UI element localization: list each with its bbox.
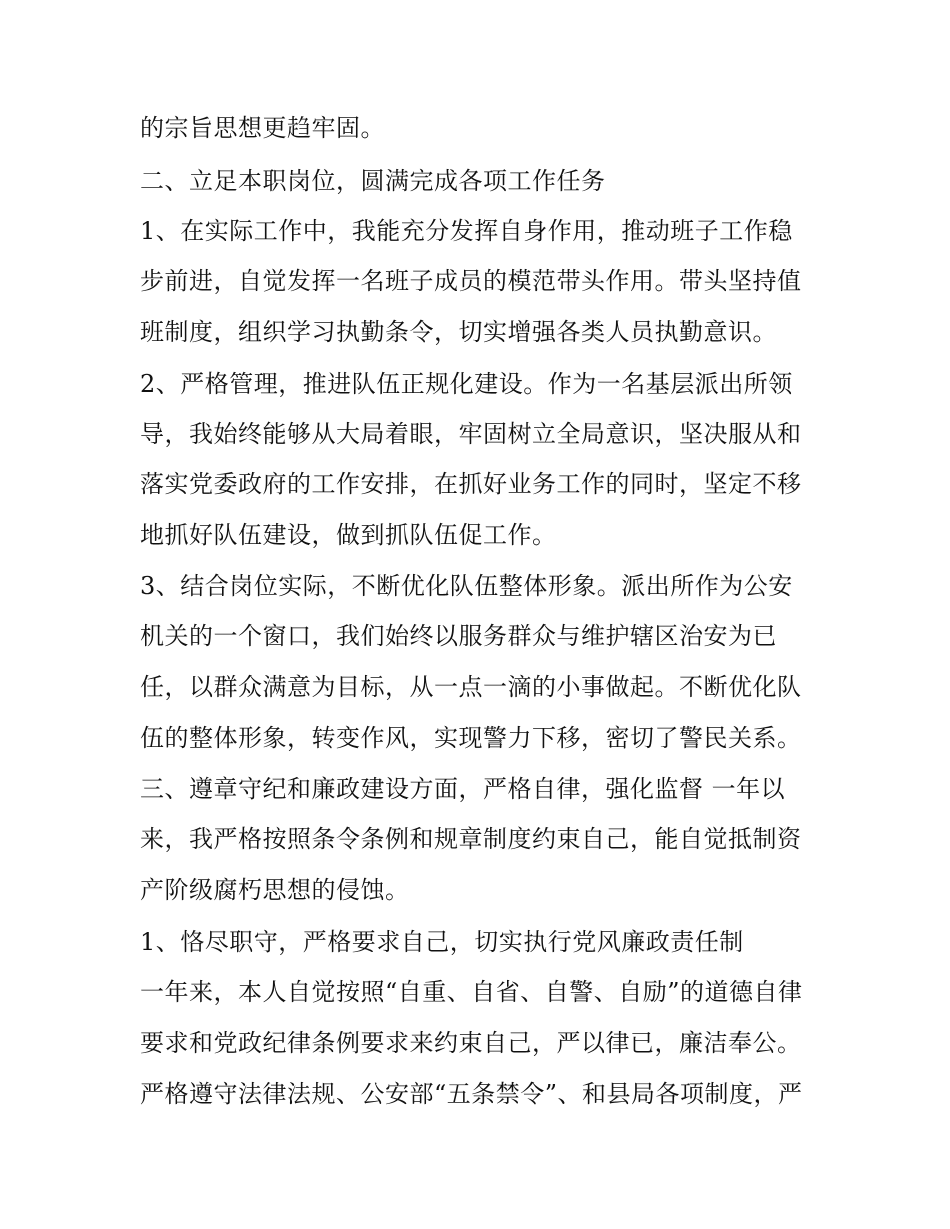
text-line-20: 严格遵守法律法规、公安部“五条禁令”、和县局各项制度，严 (140, 1080, 803, 1108)
text-line-15: 来，我严格按照条令条例和规章制度约束自己，能自觉抵制资 (140, 825, 802, 853)
text-line-18: 一年来，本人自觉按照“自重、自省、自警、自励”的道德自律 (140, 978, 803, 1006)
section-heading-14: 三、遵章守纪和廉政建设方面，严格自律，强化监督 一年以 (140, 775, 786, 803)
text-line-4: 步前进，自觉发挥一名班子成员的模范带头作用。带头坚持值 (140, 267, 802, 295)
text-line-8: 落实党委政府的工作安排，在抓好业务工作的同时，坚定不移 (140, 470, 802, 498)
text-line-19: 要求和党政纪律条例要求来约束自己，严以律已，廉洁奉公。 (140, 1029, 802, 1057)
text-line-9: 地抓好队伍建设，做到抓队伍促工作。 (140, 521, 557, 549)
text-line-11: 机关的一个窗口，我们始终以服务群众与维护辖区治安为已 (140, 622, 777, 650)
text-line-1: 的宗旨思想更趋牢固。 (140, 114, 385, 142)
text-line-10: 3、结合岗位实际，不断优化队伍整体形象。派出所作为公安 (140, 572, 793, 600)
text-line-3: 1、在实际工作中，我能充分发挥自身作用，推动班子工作稳 (140, 217, 793, 245)
text-line-16: 产阶级腐朽思想的侵蚀。 (140, 876, 410, 904)
text-line-6: 2、严格管理，推进队伍正规化建设。作为一名基层派出所领 (140, 370, 793, 398)
section-heading-2: 二、立足本职岗位，圆满完成各项工作任务 (140, 167, 606, 195)
text-line-17: 1、恪尽职守，严格要求自己，切实执行党风廉政责任制 (140, 928, 744, 956)
text-line-13: 伍的整体形象，转变作风，实现警力下移，密切了警民关系。 (140, 724, 802, 752)
text-line-5: 班制度，组织学习执勤条令，切实增强各类人员执勤意识。 (140, 318, 777, 346)
text-line-7: 导，我始终能够从大局着眼，牢固树立全局意识，坚决服从和 (140, 420, 802, 448)
text-line-12: 任，以群众满意为目标，从一点一滴的小事做起。不断优化队 (140, 673, 802, 701)
